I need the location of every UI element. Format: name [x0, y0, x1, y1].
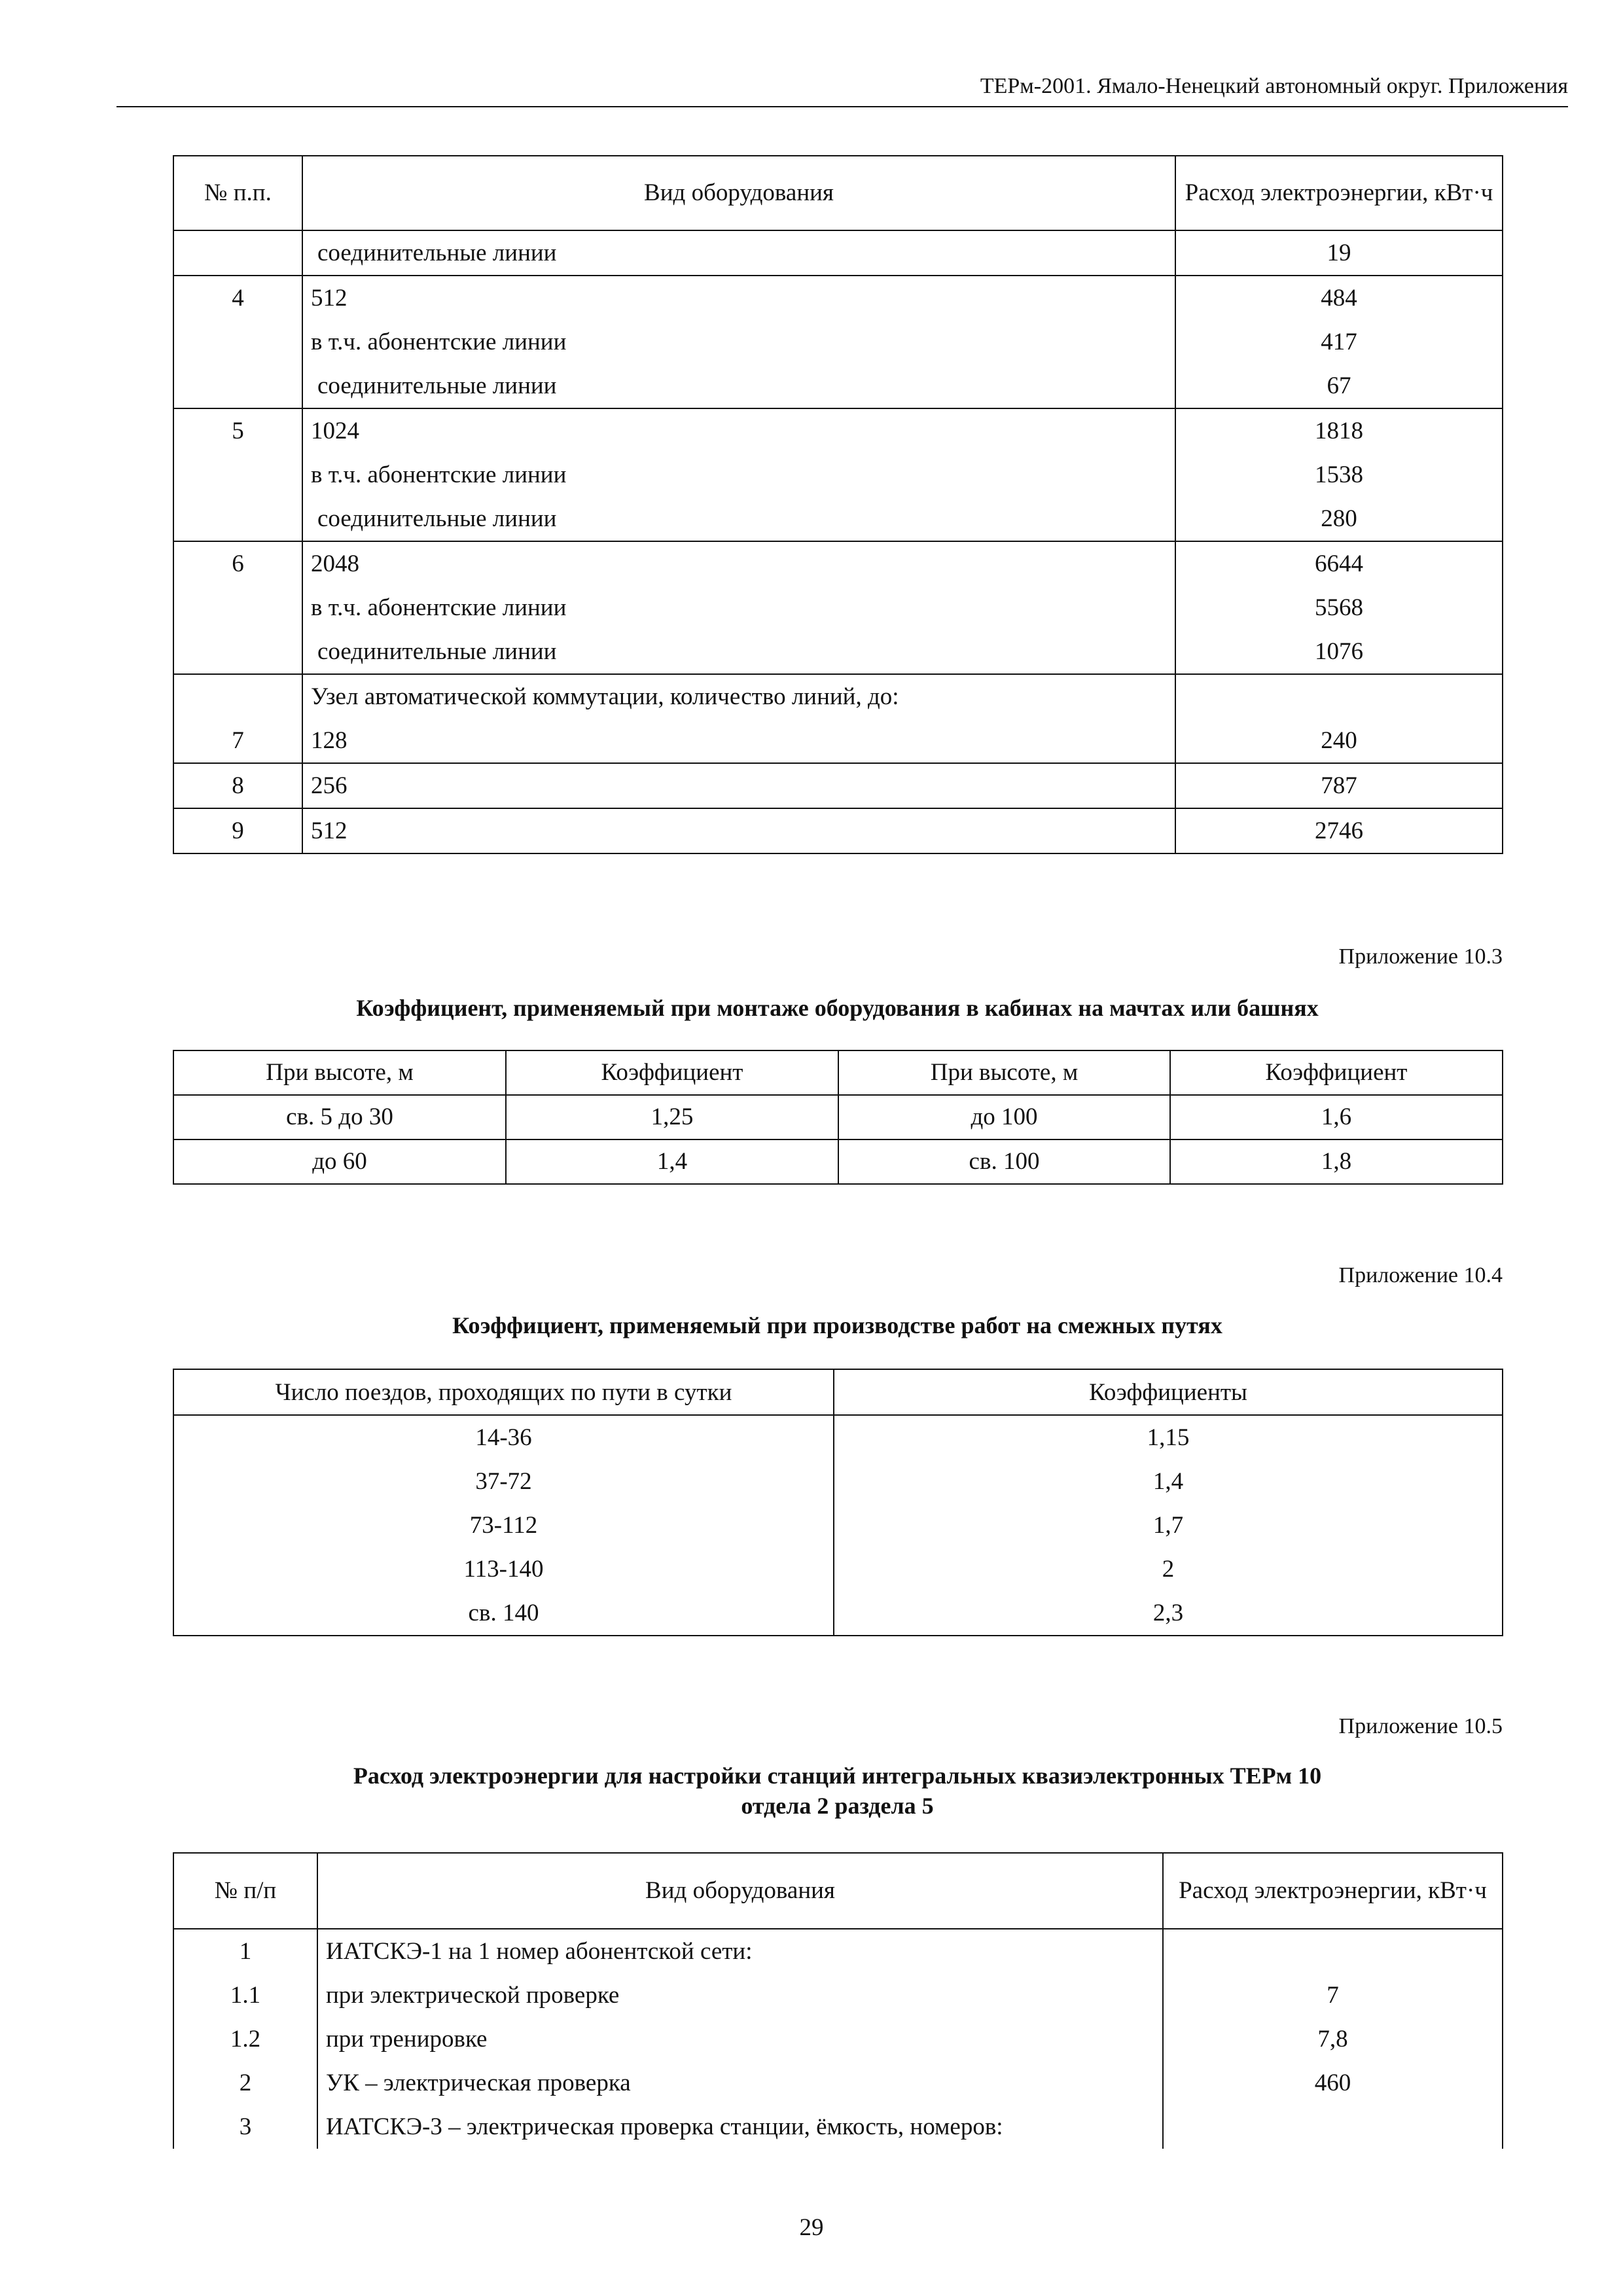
coefficient-cell: 1,15 [834, 1415, 1503, 1460]
coefficient-cell: 1,4 [506, 1139, 838, 1184]
row-energy: 460 [1163, 2061, 1503, 2105]
row-num: 1 [173, 1929, 317, 1973]
row-num: 2 [173, 2061, 317, 2105]
appendix-10-3-label: Приложение 10.3 [1338, 944, 1503, 969]
height-coefficient-table [173, 1050, 1503, 1185]
table-header-row [173, 1853, 1503, 1929]
row-num: 7 [173, 719, 302, 763]
table-row [173, 1591, 1503, 1636]
table-row [173, 230, 1503, 276]
running-header: ТЕРм-2001. Ямало-Ненецкий автономный округ. Приложения [980, 74, 1568, 98]
row-energy [1175, 674, 1503, 719]
coefficient-cell: 1,4 [834, 1460, 1503, 1503]
table-row [173, 674, 1503, 719]
header-type: Вид оборудования [317, 1853, 1163, 1929]
row-num [173, 364, 302, 408]
table-row [173, 1095, 1503, 1139]
row-type: в т.ч. абонентские линии [302, 320, 1175, 364]
table-row [173, 719, 1503, 763]
row-energy: 1076 [1175, 630, 1503, 674]
trains-cell: 37-72 [173, 1460, 834, 1503]
table-row [173, 1973, 1503, 2017]
row-num: 1.2 [173, 2017, 317, 2061]
row-energy [1163, 1929, 1503, 1973]
coefficient-cell: 1,6 [1170, 1095, 1503, 1139]
table-row [173, 763, 1503, 808]
row-type: в т.ч. абонентские линии [302, 453, 1175, 497]
row-type: соединительные линии [302, 364, 1175, 408]
row-energy: 240 [1175, 719, 1503, 763]
appendix-10-5-title-line1: Расход электроэнергии для настройки станций интегральных квазиэлектронных ТЕРм 10 [353, 1763, 1322, 1789]
row-type: ИАТСКЭ-1 на 1 номер абонентской сети: [317, 1929, 1163, 1973]
table-row [173, 1547, 1503, 1591]
header-energy: Расход электроэнергии, кВт·ч [1175, 156, 1503, 230]
row-num [173, 630, 302, 674]
coefficient-cell: 2 [834, 1547, 1503, 1591]
table-row [173, 1139, 1503, 1184]
trains-coefficient-table [173, 1369, 1503, 1636]
height-cell: св. 5 до 30 [173, 1095, 506, 1139]
table-row [173, 408, 1503, 453]
row-energy [1163, 2105, 1503, 2149]
table-row [173, 1929, 1503, 1973]
header-energy: Расход электроэнергии, кВт·ч [1163, 1853, 1503, 1929]
row-type: соединительные линии [302, 230, 1175, 276]
row-energy: 2746 [1175, 808, 1503, 853]
header-rule [116, 106, 1568, 107]
row-type: соединительные линии [302, 630, 1175, 674]
row-num [173, 586, 302, 630]
table-row [173, 808, 1503, 853]
coefficient-cell: 2,3 [834, 1591, 1503, 1636]
appendix-10-5-title [173, 1761, 1502, 1821]
appendix-10-5-label: Приложение 10.5 [1338, 1714, 1503, 1738]
row-energy: 19 [1175, 230, 1503, 276]
table-row [173, 630, 1503, 674]
coefficient-cell: 1,7 [834, 1503, 1503, 1547]
table-row [173, 453, 1503, 497]
trains-cell: 14-36 [173, 1415, 834, 1460]
row-energy: 5568 [1175, 586, 1503, 630]
row-energy: 67 [1175, 364, 1503, 408]
table-row [173, 364, 1503, 408]
header-coefficient: Коэффициент [1170, 1050, 1503, 1095]
row-energy: 417 [1175, 320, 1503, 364]
row-num [173, 230, 302, 276]
header-coefficients: Коэффициенты [834, 1369, 1503, 1415]
row-type: ИАТСКЭ-3 – электрическая проверка станции, ёмкость, номеров: [317, 2105, 1163, 2149]
row-type: при электрической проверке [317, 1973, 1163, 2017]
row-num: 5 [173, 408, 302, 453]
height-cell: до 100 [838, 1095, 1170, 1139]
trains-cell: 113-140 [173, 1547, 834, 1591]
appendix-10-4-title: Коэффициент, применяемый при производстве работ на смежных путях [452, 1312, 1222, 1338]
header-height: При высоте, м [173, 1050, 506, 1095]
row-num: 1.1 [173, 1973, 317, 2017]
row-type: в т.ч. абонентские линии [302, 586, 1175, 630]
appendix-10-3-title: Коэффициент, применяемый при монтаже оборудования в кабинах на мачтах или башнях [356, 995, 1319, 1021]
row-energy: 484 [1175, 276, 1503, 320]
row-energy: 787 [1175, 763, 1503, 808]
table-row [173, 276, 1503, 320]
row-num [173, 497, 302, 541]
equipment-energy-table [173, 155, 1503, 854]
row-type: 512 [302, 276, 1175, 320]
table-header-row [173, 1050, 1503, 1095]
table-row [173, 2061, 1503, 2105]
row-num: 9 [173, 808, 302, 853]
table-row [173, 1415, 1503, 1460]
page-number: 29 [799, 2214, 824, 2241]
station-setup-energy-table [173, 1852, 1503, 2149]
row-type: 1024 [302, 408, 1175, 453]
table-row [173, 541, 1503, 586]
coefficient-cell: 1,8 [1170, 1139, 1503, 1184]
header-num: № п/п [173, 1853, 317, 1929]
appendix-10-4-label: Приложение 10.4 [1338, 1263, 1503, 1287]
table-row [173, 320, 1503, 364]
row-type: 128 [302, 719, 1175, 763]
coefficient-cell: 1,25 [506, 1095, 838, 1139]
header-type: Вид оборудования [302, 156, 1175, 230]
row-num: 4 [173, 276, 302, 320]
header-trains: Число поездов, проходящих по пути в сутки [173, 1369, 834, 1415]
row-num [173, 674, 302, 719]
table-row [173, 1460, 1503, 1503]
row-type: Узел автоматической коммутации, количество линий, до: [302, 674, 1175, 719]
row-type: при тренировке [317, 2017, 1163, 2061]
table-row [173, 1503, 1503, 1547]
row-type: УК – электрическая проверка [317, 2061, 1163, 2105]
table-row [173, 2017, 1503, 2061]
table-row [173, 2105, 1503, 2149]
row-num [173, 453, 302, 497]
row-energy: 7 [1163, 1973, 1503, 2017]
trains-cell: 73-112 [173, 1503, 834, 1547]
row-num: 6 [173, 541, 302, 586]
row-energy: 1538 [1175, 453, 1503, 497]
row-energy: 1818 [1175, 408, 1503, 453]
trains-cell: св. 140 [173, 1591, 834, 1636]
header-coefficient: Коэффициент [506, 1050, 838, 1095]
row-num: 8 [173, 763, 302, 808]
row-energy: 280 [1175, 497, 1503, 541]
row-type: 2048 [302, 541, 1175, 586]
appendix-10-5-title-line2: отдела 2 раздела 5 [741, 1793, 934, 1819]
row-num [173, 320, 302, 364]
row-type: 256 [302, 763, 1175, 808]
table-header-row [173, 156, 1503, 230]
table-row [173, 586, 1503, 630]
row-num: 3 [173, 2105, 317, 2149]
table-header-row [173, 1369, 1503, 1415]
row-energy: 7,8 [1163, 2017, 1503, 2061]
header-height: При высоте, м [838, 1050, 1170, 1095]
row-energy: 6644 [1175, 541, 1503, 586]
header-num: № п.п. [173, 156, 302, 230]
table-row [173, 497, 1503, 541]
height-cell: св. 100 [838, 1139, 1170, 1184]
row-type: соединительные линии [302, 497, 1175, 541]
height-cell: до 60 [173, 1139, 506, 1184]
row-type: 512 [302, 808, 1175, 853]
